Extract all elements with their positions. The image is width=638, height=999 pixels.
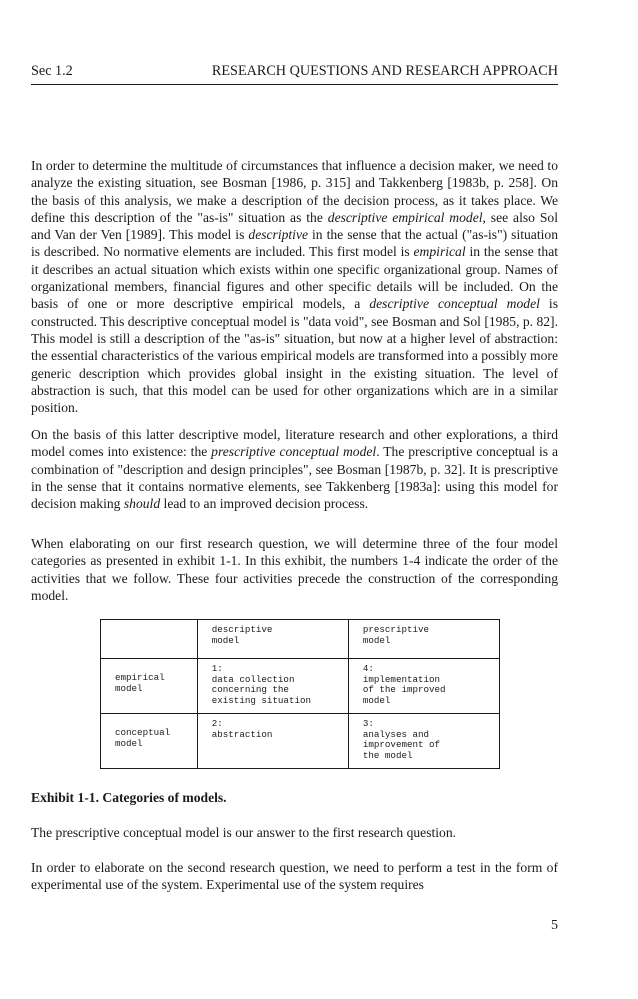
text-span: in the sense that the actual ("as-is") situation is described. No normative elements are included. This first model is	[31, 227, 558, 260]
text-span: On the basis of this latter descriptive model, literature research and other explorations, a third model comes into existence: the	[31, 427, 558, 460]
exhibit-caption: Exhibit 1-1. Categories of models.	[31, 790, 227, 805]
cell-activity-4: 4: implementation of the improved model	[362, 663, 446, 706]
emphasis-prescriptive-conceptual-model: prescriptive conceptual model	[211, 444, 377, 460]
section-number: Sec 1.2	[31, 63, 73, 79]
table-header-cell	[197, 620, 348, 659]
emphasis-descriptive: descriptive	[248, 227, 309, 243]
row-header-conceptual: conceptual model	[115, 727, 171, 749]
emphasis-empirical: empirical	[413, 244, 466, 260]
paragraph-answer: The prescriptive conceptual model is our answer to the first research question.	[31, 825, 457, 840]
row-header-empirical: empirical model	[115, 672, 165, 694]
col-header-prescriptive: prescriptive model	[362, 624, 430, 646]
table-header-cell	[348, 620, 499, 659]
cell-activity-3: 3: analyses and improvement of the model	[362, 718, 441, 761]
paragraph-descriptive-models	[31, 157, 558, 416]
emphasis-descriptive-conceptual-model: descriptive conceptual model	[369, 296, 540, 312]
table-row-header-cell	[101, 714, 198, 769]
table-corner-cell	[101, 620, 198, 659]
page-header	[31, 62, 558, 85]
table-row	[101, 659, 500, 714]
text-span: . The prescriptive conceptual is a combination of "description and design principles", see Bosman [1987b, p. 32]. It is prescriptive in the sense that it contains normative elements, see Takkenberg [1983a]: using this model for decision making	[31, 444, 558, 512]
emphasis-descriptive-empirical-model: descriptive empirical model	[327, 209, 483, 225]
text-span: lead to an improved decision process.	[160, 496, 369, 512]
text-span: in the sense that it describes an actual situation which exists within one specific organizational group. Names of organizational members, financial figures and other specific details will be included. On the basis of one or more descriptive empirical models, a	[31, 244, 558, 312]
cell-activity-1: 1: data collection concerning the existing situation	[211, 663, 311, 706]
running-title: RESEARCH QUESTIONS AND RESEARCH APPROACH	[211, 63, 558, 79]
table-cell	[197, 659, 348, 714]
text-span: In order to determine the multitude of circumstances that influence a decision maker, we need to analyze the existing situation, see Bosman [1986, p. 315] and Takkenberg [1983b, p. 258]. On the basis of this analysis, we make a description of the decision process, as it takes place. We define this description of the "as-is" situation as the	[31, 158, 558, 225]
paragraph-second-question: In order to elaborate on the second research question, we need to perform a test in the form of experimental use of the system. Experimental use of the system requires	[31, 860, 558, 893]
table-cell	[348, 659, 499, 714]
text-span: is constructed. This descriptive conceptual model is "data void", see Bosman and Sol [1985, p. 82]. This model is still a description of the "as-is" situation, but now at a higher level of abstraction: the essential characteristics of the various empirical models are transformed into a possibly more generic description which provides global insight in the existing situation. The level of abstraction is such, that this model can be used for other organizations which are in a similar position.	[31, 296, 559, 416]
table-row-header-cell	[101, 659, 198, 714]
table-cell	[348, 714, 499, 769]
col-header-descriptive: descriptive model	[211, 624, 273, 646]
paragraph-research-question: When elaborating on our first research question, we will determine three of the four model categories as presented in exhibit 1-1. In this exhibit, the numbers 1-4 indicate the order of the activities that we follow. These four activities precede the construction of the corresponding model.	[31, 536, 558, 603]
table-row	[101, 714, 500, 769]
table-row	[101, 620, 500, 659]
paragraph-prescriptive-model	[31, 426, 558, 512]
exhibit-table	[100, 619, 500, 769]
emphasis-should: should	[123, 496, 161, 512]
page-number: 5	[551, 918, 558, 933]
cell-activity-2: 2: abstraction	[211, 718, 273, 740]
text-span: , see also Sol and Van der Ven [1989]. This model is	[31, 209, 558, 243]
table-cell	[197, 714, 348, 769]
